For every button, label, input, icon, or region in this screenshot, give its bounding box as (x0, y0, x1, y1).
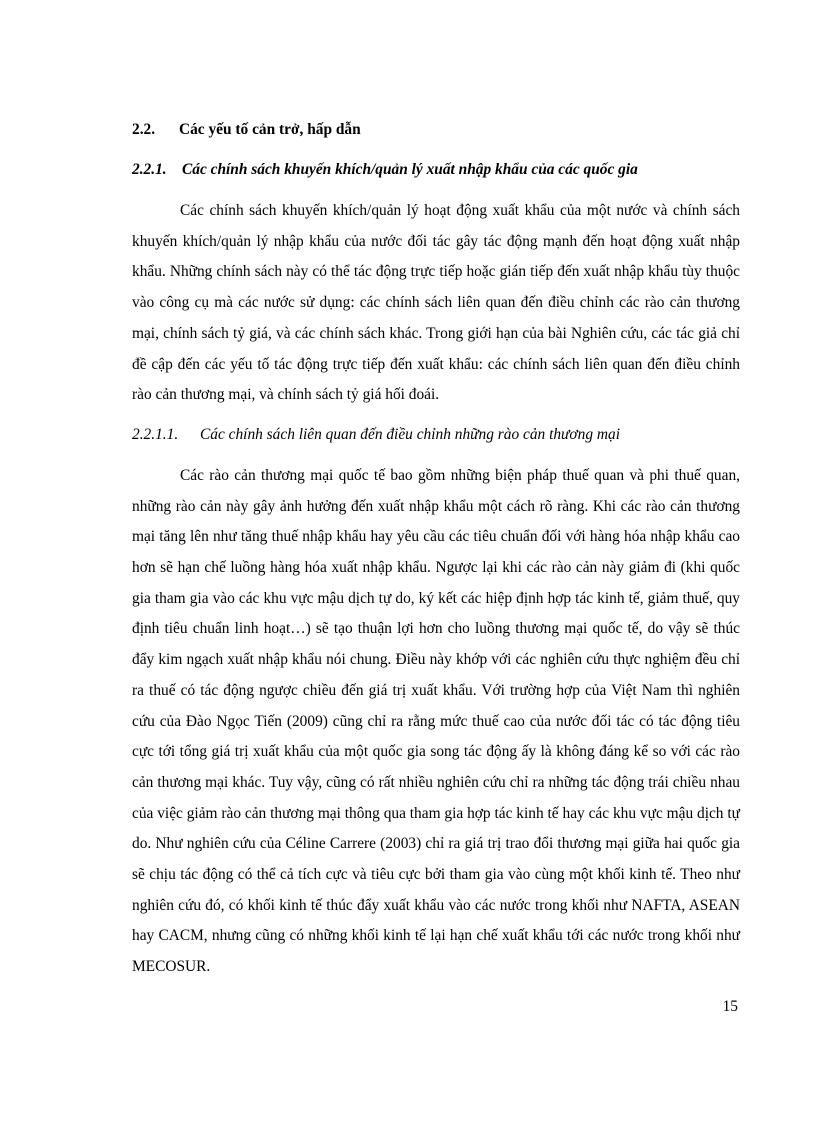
subsubsection-heading (132, 420, 740, 450)
section-heading (132, 118, 740, 142)
subsection-title: Các chính sách khuyến khích/quản lý xuất nhập khẩu của các quốc gia (182, 161, 638, 178)
subsection-number: 2.2.1. (132, 161, 167, 178)
subsubsection-title: Các chính sách liên quan đến điều chỉnh những rào cản thương mại (200, 425, 620, 443)
page-content (132, 118, 740, 983)
page-number: 15 (722, 998, 738, 1015)
section-number: 2.2. (132, 121, 156, 138)
body-paragraph: Các chính sách khuyến khích/quản lý hoạt động xuất khẩu của một nước và chính sách khuyến khích/quản lý nhập khẩu của nước đối tác gây tác động mạnh đến hoạt động xuất nhập khẩu. Những chính sách này có thể tác động trực tiếp hoặc gián tiếp đến xuất nhập khẩu tùy thuộc vào công cụ mà các nước sử dụng: các chính sách liên quan đến điều chỉnh các rào cản thương mại, chính sách tỷ giá, và các chính sách khác. Trong giới hạn của bài Nghiên cứu, các tác giả chỉ đề cập đến các yếu tố tác động trực tiếp đến xuất khẩu: các chính sách liên quan đến điều chỉnh rào cản thương mại, và chính sách tỷ giá hối đoái. (132, 202, 740, 404)
subsubsection-number: 2.2.1.1. (132, 425, 179, 443)
section-title: Các yếu tố cản trở, hấp dẫn (179, 121, 361, 138)
body-paragraph: Các rào cản thương mại quốc tế bao gồm những biện pháp thuế quan và phi thuế quan, những rào cản này gây ảnh hưởng đến xuất nhập khẩu một cách rõ ràng. Khi các rào cản thương mại tăng lên như tăng thuế nhập khẩu hay yêu cầu các tiêu chuẩn đối với hàng hóa nhập khẩu cao hơn sẽ hạn chế luồng hàng hóa xuất nhập khẩu. Ngược lại khi các rào cản này giảm đi (khi quốc gia tham gia vào các khu vực mậu dịch tự do, ký kết các hiệp định hợp tác kinh tế, giảm thuế, quy định tiêu chuẩn linh hoạt…) sẽ tạo thuận lợi hơn cho luồng thương mại quốc tế, do vậy sẽ thúc đẩy kim ngạch xuất nhập khẩu nói chung. Điều này khớp với các nghiên cứu thực nghiệm đều chỉ ra thuế có tác động ngược chiều đến giá trị xuất khẩu. Với trường hợp của Việt Nam thì nghiên cứu của Đào Ngọc Tiến (2009) cũng chỉ ra rằng mức thuế cao của nước đối tác có tác động tiêu cực tới tổng giá trị xuất khẩu của một quốc gia song tác động ấy là không đáng kể so với các rào cản thương mại khác. Tuy vậy, cũng có rất nhiều nghiên cứu chỉ ra những tác động trái chiều nhau của việc giảm rào cản thương mại thông qua tham gia hợp tác kinh tế hay các khu vực mậu dịch tự do. Như nghiên cứu của Céline Carrere (2003) chỉ ra giá trị trao đổi thương mại giữa hai quốc gia sẽ chịu tác động có thể cả tích cực và tiêu cực bởi tham gia vào cùng một khối kinh tế. Theo như nghiên cứu đó, có khối kinh tế thúc đẩy xuất khẩu vào các nước trong khối như NAFTA, ASEAN hay CACM, nhưng cũng có những khối kinh tế lại hạn chế xuất khẩu tới các nước trong khối như MECOSUR. (132, 466, 740, 976)
subsection-heading (132, 155, 740, 185)
